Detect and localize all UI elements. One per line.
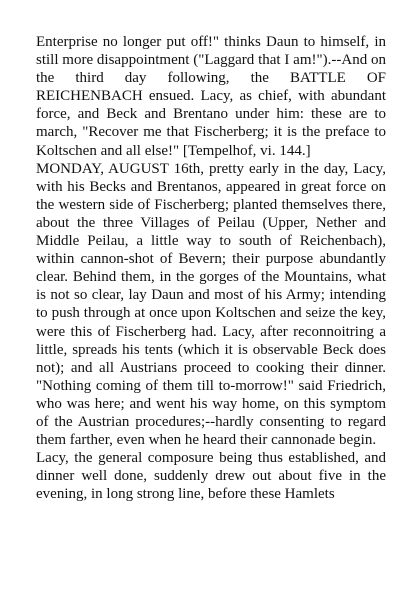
paragraph: MONDAY, AUGUST 16th, pretty early in the day, Lacy, with his Becks and Brentanos, appeared in great force on the western side of Fischerberg; planted themselves there, about the three Villages of Peilau (Upper, Nether and Middle Peilau, a little way to south of Reichenbach), within cannon-shot of Bevern; their purpose abundantly clear. Behind them, in the gorges of the Mountains, what is not so clear, lay Daun and most of his Army; intending to push through at once upon Koltschen and seize the key, were this of Fischerberg had. Lacy, after reconnoitring a little, spreads his tents (which it is observable Beck does not); and all Austrians proceed to cooking their dinner. "Nothing coming of them till to-morrow!" said Friedrich, who was here; and went his way home, on this symptom of the Austrian procedures;--hardly consenting to regard them farther, even when he heard their cannonade begin. xyxy=(36,160,386,449)
document-page xyxy=(36,33,386,503)
paragraph: Enterprise no longer put off!" thinks Daun to himself, in still more disappointment ("Laggard that I am!").--And on the third day following, the BATTLE OF REICHENBACH ensued. Lacy, as chief, with abundant force, and Beck and Brentano under him: these are to march, "Recover me that Fischerberg; it is the preface to Koltschen and all else!" [Tempelhof, vi. 144.] xyxy=(36,34,386,159)
paragraph: Lacy, the general composure being thus established, and dinner well done, suddenly drew out about five in the evening, in long strong line, before these Hamlets xyxy=(36,450,386,503)
